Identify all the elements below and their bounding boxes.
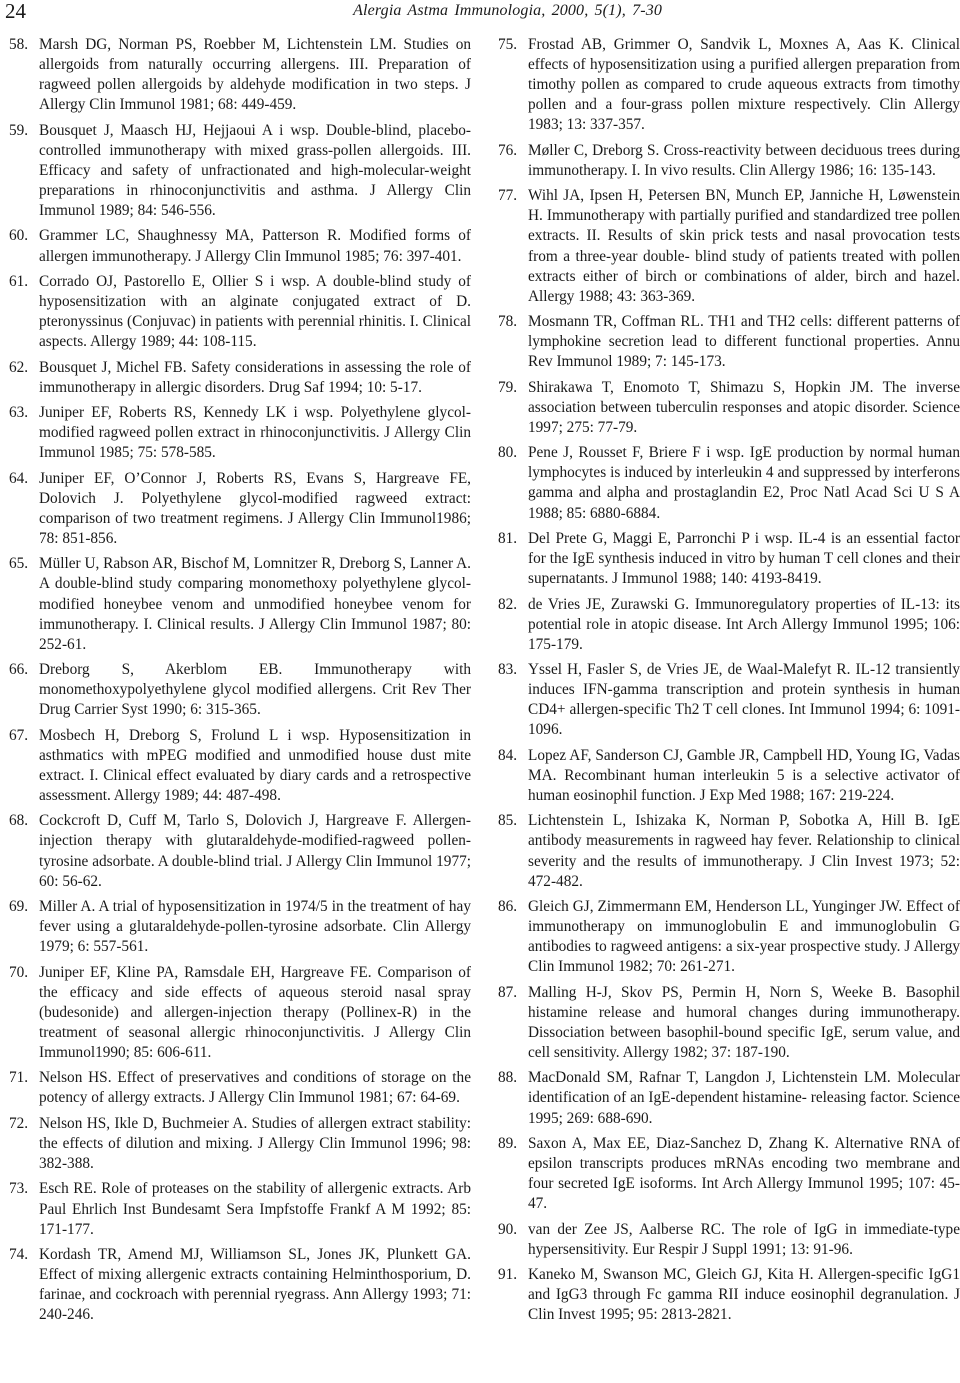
reference-item — [9, 1114, 471, 1174]
reference-item — [498, 897, 960, 977]
reference-number: 58. — [9, 36, 29, 53]
reference-text: Møller C, Dreborg S. Cross-reactivity between deciduous trees during immunotherapy. I. In vivo results. Clin Allergy 1986; 16: 135-143. — [528, 141, 960, 179]
reference-number: 86. — [498, 898, 518, 916]
reference-number: 84. — [498, 746, 518, 764]
reference-item — [9, 35, 471, 115]
reference-item — [498, 1068, 960, 1128]
reference-text: Juniper EF, O’Connor J, Roberts RS, Evans S, Hargreave FE, Dolovich J. Polyethylene glycol-modified ragweed extract: comparison of two treatment regimens. J Allergy Clin Immunol1986; 78: 851-856. — [39, 469, 471, 547]
reference-item — [498, 1265, 960, 1325]
journal-title: Alergia Astma Immunologia, 2000, 5(1), 7-30 — [353, 2, 662, 19]
reference-item — [498, 312, 960, 372]
reference-number: 90. — [498, 1220, 518, 1238]
reference-text: Nelson HS. Effect of preservatives and conditions of storage on the potency of allergy extracts. J Allergy Clin Immunol 1981; 67: 64-69. — [39, 1069, 471, 1107]
reference-item — [9, 358, 471, 398]
reference-item — [498, 595, 960, 655]
reference-number: 88. — [498, 1069, 518, 1087]
reference-text: Lichtenstein L, Ishizaka K, Norman P, Sobotka A, Hill B. IgE antibody measurements in ragweed hay fever. Relationship to clinical severity and the results of immunotherapy. J Clin Invest 1973; 52: 472-482. — [528, 812, 960, 890]
page-header — [0, 0, 960, 30]
reference-text: Mosbech H, Dreborg S, Frolund L i wsp. Hyposensitization in asthmatics with mPEG modified and unmodified house dust mite extract. I. Clinical effect evaluated by diary cards and a retrospective assessment. Allergy 1989; 44: 487-498. — [39, 726, 471, 804]
reference-number: 72. — [9, 1114, 29, 1132]
reference-number: 63. — [9, 404, 29, 422]
reference-text: van der Zee JS, Aalberse RC. The role of IgG in immediate-type hypersensitivity. Eur Respir J Suppl 1991; 13: 91-96. — [528, 1220, 960, 1258]
reference-number: 83. — [498, 661, 518, 679]
reference-item — [498, 378, 960, 438]
reference-number: 71. — [9, 1069, 29, 1087]
reference-item — [498, 141, 960, 181]
reference-text: Kordash TR, Amend MJ, Williamson SL, Jones JK, Plunkett GA. Effect of mixing allergenic extracts containing Helminthosporium, D. farinae, and cockroach with perennial ryegrass. Ann Allergy 1993; 71: 240-246. — [39, 1246, 471, 1324]
reference-number: 59. — [9, 121, 29, 139]
reference-number: 67. — [9, 726, 29, 744]
reference-item — [498, 660, 960, 740]
reference-item — [498, 443, 960, 523]
reference-text: Frostad AB, Grimmer O, Sandvik L, Moxnes A, Aas K. Clinical effects of hyposensitization using a purified allergen preparation from timothy pollen as compared to crude aqueous extracts from timothy pollen and a four-grass pollen mixture respectively. Clin Allergy 1983; 13: 337-357. — [528, 36, 960, 134]
reference-text: Cockcroft D, Cuff M, Tarlo S, Dolovich J, Hargreave F. Allergen-injection therapy with glutaraldehyde-modified-ragweed pollen-tyrosine adsorbate. A double-blind trial. J Allergy Clin Immunol 1977; 60: 56-62. — [39, 812, 471, 890]
reference-number: 68. — [9, 812, 29, 830]
reference-text: Juniper EF, Kline PA, Ramsdale EH, Hargreave FE. Comparison of the efficacy and side effects of aqueous steroid nasal spray (budesonide) and allergen-injection therapy (Pollinex-R) in the treatment of seasonal allergic rhinoconjunctivitis. J Allergy Clin Immunol1990; 85: 606-611. — [39, 963, 471, 1061]
reference-number: 91. — [498, 1266, 518, 1284]
reference-number: 89. — [498, 1134, 518, 1152]
reference-number: 80. — [498, 444, 518, 462]
reference-text: Pene J, Rousset F, Briere F i wsp. IgE production by normal human lymphocytes is induced by interleukin 4 and suppressed by interferons gamma and alpha and prostaglandin E2, Proc Natl Acad Sci U S A 1988; 85: 6880-6884. — [528, 444, 960, 522]
reference-item — [498, 811, 960, 891]
reference-item — [498, 186, 960, 307]
reference-text: Lopez AF, Sanderson CJ, Gamble JR, Campbell HD, Young IG, Vadas MA. Recombinant human interleukin 5 is a selective activator of human eosinophil function. J Exp Med 1988; 167: 219-224. — [528, 746, 960, 804]
reference-item — [9, 726, 471, 806]
reference-text: Shirakawa T, Enomoto T, Shimazu S, Hopkin JM. The inverse association between tuberculin responses and atopic disorder. Science 1997; 275: 77-79. — [528, 378, 960, 436]
reference-text: Miller A. A trial of hyposensitization in 1974/5 in the treatment of hay fever using a glutaraldehyde-pollen-tyrosine adsorbate. Clin Allergy 1979; 6: 557-561. — [39, 898, 471, 956]
reference-number: 77. — [498, 187, 518, 205]
reference-number: 75. — [498, 36, 518, 53]
reference-number: 82. — [498, 595, 518, 613]
reference-item — [9, 1245, 471, 1325]
reference-item — [9, 811, 471, 891]
reference-number: 87. — [498, 983, 518, 1001]
reference-item — [9, 554, 471, 654]
reference-text: Bousquet J, Maasch HJ, Hejjaoui A i wsp. Double-blind, placebo-controlled immunotherapy with mixed grass-pollen allergoids. III. Efficacy and safety of unfractionated and high-molecular-weight preparations in rhinoconjunctivitis and asthma. J Allergy Clin Immunol 1989; 84: 546-556. — [39, 121, 471, 220]
reference-item — [498, 1134, 960, 1214]
reference-text: Del Prete G, Maggi E, Parronchi P i wsp. IL-4 is an essential factor for the IgE synthesis induced in vitro by human T cell clones and their supernatants. J Immunol 1988; 140: 4193-8419. — [528, 529, 960, 588]
reference-text: Esch RE. Role of proteases on the stability of allergenic extracts. Arb Paul Ehrlich Inst Bundesamt Sera Impfstoffe Frankf A M 1992; 85: 171-177. — [39, 1180, 471, 1238]
reference-text: Müller U, Rabson AR, Bischof M, Lomnitzer R, Dreborg S, Lanner A. A double-blind study comparing monomethoxy polyethylene glycol-modified honeybee venom and unmodified honeybee venom for immunotherapy. I. Clinical results. J Allergy Clin Immunol 1987; 80: 252-61. — [39, 555, 471, 653]
references-right-column — [498, 35, 960, 1331]
reference-text: MacDonald SM, Rafnar T, Langdon J, Lichtenstein LM. Molecular identification of an IgE-dependent histamine- releasing factor. Science 1995; 269: 688-690. — [528, 1069, 960, 1127]
reference-number: 85. — [498, 812, 518, 830]
reference-text: Corrado OJ, Pastorello E, Ollier S i wsp. A double-blind study of hyposensitization with an alginate conjugated extract of D. pteronyssinus (Conjuvac) in patients with perennial rhinitis. I. Clinical aspects. Allergy 1989; 44: 108-115. — [39, 272, 471, 351]
reference-item — [498, 746, 960, 806]
reference-text: Marsh DG, Norman PS, Roebber M, Lichtenstein LM. Studies on allergoids from naturally occurring allergens. III. Preparation of ragweed pollen allergoids by aldehyde modification in two steps. J Allergy Clin Immunol 1981; 68: 449-459. — [39, 36, 471, 114]
reference-item — [9, 469, 471, 549]
reference-text: Malling H-J, Skov PS, Permin H, Norn S, Weeke B. Basophil histamine release and humoral changes during immunotherapy. Dissociation between basophil-bound specific IgE, serum value, and cell sensitivity. Allergy 1982; 37: 187-190. — [528, 983, 960, 1061]
reference-number: 62. — [9, 358, 29, 376]
reference-text: Nelson HS, Ikle D, Buchmeier A. Studies of allergen extract stability: the effects of dilution and mixing. J Allergy Clin Immunol 1996; 98: 382-388. — [39, 1114, 471, 1173]
reference-number: 79. — [498, 378, 518, 396]
reference-number: 64. — [9, 469, 29, 487]
reference-item — [9, 660, 471, 720]
reference-number: 81. — [498, 529, 518, 547]
reference-item — [498, 529, 960, 589]
page-number: 24 — [5, 0, 26, 23]
reference-text: Grammer LC, Shaughnessy MA, Patterson R. Modified forms of allergen immunotherapy. J Allergy Clin Immunol 1985; 76: 397-401. — [39, 227, 471, 265]
reference-text: Kaneko M, Swanson MC, Gleich GJ, Kita H. Allergen-specific IgG1 and IgG3 through Fc gamma RII induce eosinophil degranulation. J Clin Invest 1995; 95: 2813-2821. — [528, 1266, 960, 1324]
reference-number: 74. — [9, 1246, 29, 1263]
reference-item — [9, 226, 471, 266]
reference-text: Juniper EF, Roberts RS, Kennedy LK i wsp. Polyethylene glycol-modified ragweed pollen extract in rhinoconjunctivitis. J Allergy Clin Immunol 1985; 75: 578-585. — [39, 404, 471, 462]
reference-item — [498, 983, 960, 1063]
reference-item — [498, 1220, 960, 1260]
reference-text: Bousquet J, Michel FB. Safety considerations in assessing the role of immunotherapy in allergic disorders. Drug Saf 1994; 10: 5-17. — [39, 358, 471, 396]
reference-text: Mosmann TR, Coffman RL. TH1 and TH2 cells: different patterns of lymphokine secretion lead to different functional properties. Annu Rev Immunol 1989; 7: 145-173. — [528, 313, 960, 371]
reference-number: 76. — [498, 141, 518, 159]
reference-item — [498, 35, 960, 135]
reference-item — [9, 121, 471, 221]
reference-number: 61. — [9, 272, 29, 290]
reference-number: 78. — [498, 313, 518, 331]
reference-item — [9, 272, 471, 352]
reference-number: 69. — [9, 898, 29, 916]
reference-text: de Vries JE, Zurawski G. Immunoregulatory properties of IL-13: its potential role in atopic disease. Int Arch Allergy Immunol 1995; 106: 175-179. — [528, 595, 960, 653]
reference-number: 73. — [9, 1180, 29, 1198]
reference-item — [9, 1068, 471, 1108]
reference-number: 60. — [9, 227, 29, 245]
reference-item — [9, 963, 471, 1063]
reference-number: 66. — [9, 661, 29, 679]
reference-item — [9, 897, 471, 957]
reference-number: 70. — [9, 963, 29, 981]
reference-text: Wihl JA, Ipsen H, Petersen BN, Munch EP, Janniche H, Løwenstein H. Immunotherapy with partially purified and standardized tree pollen extracts. II. Results of skin prick tests and nasal provocation tests from a three-year double- blind study of patients treated with pollen extracts either of birch or combinations of alder, birch and hazel. Allergy 1988; 43: 363-369. — [528, 187, 960, 305]
reference-item — [9, 403, 471, 463]
references-left-column — [9, 35, 471, 1331]
reference-text: Yssel H, Fasler S, de Vries JE, de Waal-Malefyt R. IL-12 transiently induces IFN-gamma transcription and protein synthesis in human CD4+ allergen-specific Th2 T cell clones. Int Immunol 1994; 6: 1091-1096. — [528, 661, 960, 739]
reference-text: Gleich GJ, Zimmermann EM, Henderson LL, Yunginger JW. Effect of immunotherapy on immunoglobulin E and immunoglobulin G antibodies to ragweed antigens: a six-year prospective study. J Allergy Clin Immunol 1982; 70: 261-271. — [528, 898, 960, 976]
reference-text: Saxon A, Max EE, Diaz-Sanchez D, Zhang K. Alternative RNA of epsilon transcripts produces mRNAs encoding two membrane and four secreted IgE isoforms. Int Arch Allergy Immunol 1995; 107: 45-47. — [528, 1134, 960, 1213]
reference-number: 65. — [9, 555, 29, 573]
reference-item — [9, 1179, 471, 1239]
reference-text: Dreborg S, Akerblom EB. Immunotherapy with monomethoxypolyethylene glycol modified allergens. Crit Rev Ther Drug Carrier Syst 1990; 6: 315-365. — [39, 661, 471, 719]
